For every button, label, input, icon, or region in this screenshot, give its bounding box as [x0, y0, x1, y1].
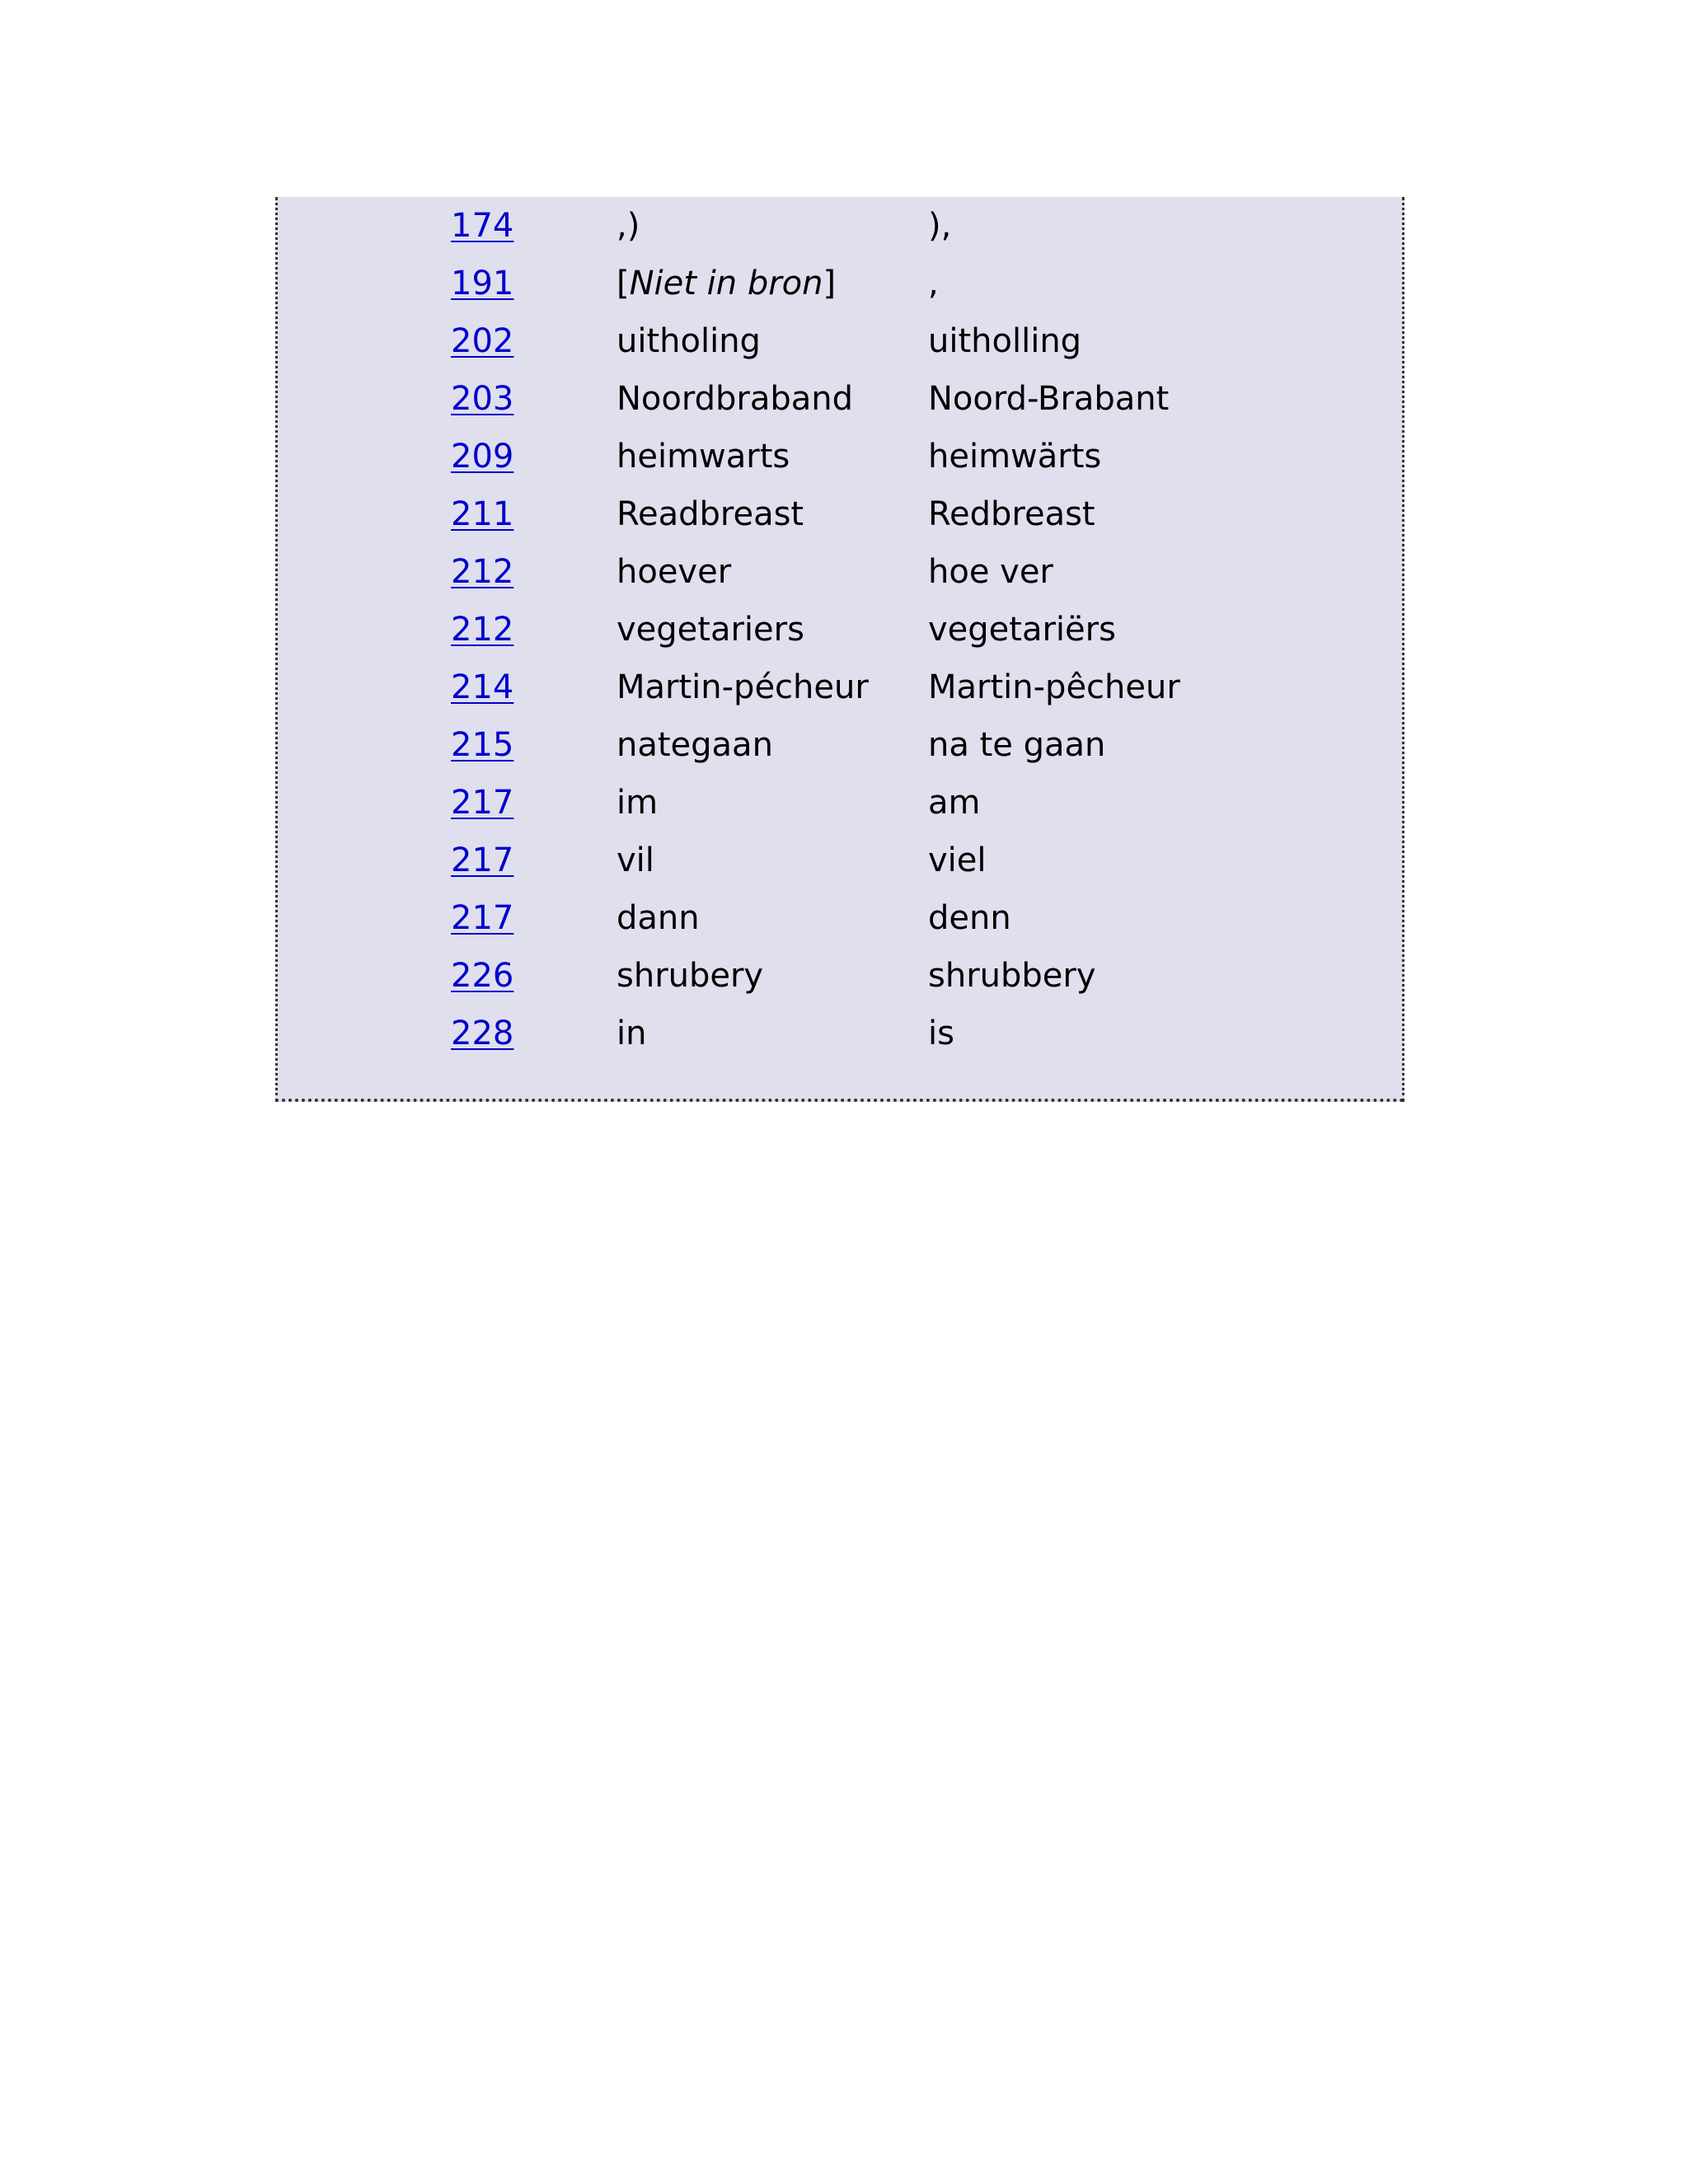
page-link-217[interactable]: 217: [451, 899, 514, 937]
page-link-202[interactable]: 202: [451, 322, 514, 360]
original-text: uitholing: [617, 322, 761, 360]
original-text: hoever: [617, 553, 732, 591]
table-row: [278, 255, 1399, 312]
page-link-228[interactable]: 228: [451, 1015, 514, 1052]
corrected-text: Redbreast: [928, 495, 1095, 533]
table-row: [278, 428, 1399, 485]
original-italic-text: Niet in bron: [629, 265, 823, 302]
original-text: ,): [617, 207, 640, 245]
corrected-text: Martin-pêcheur: [928, 668, 1180, 706]
table-row: [278, 197, 1399, 255]
table-row: [278, 832, 1399, 889]
corrected-text: am: [928, 784, 981, 822]
page-link-212[interactable]: 212: [451, 611, 514, 649]
bracket-open: [: [617, 265, 630, 302]
original-text: dann: [617, 899, 700, 937]
page-link-174[interactable]: 174: [451, 207, 514, 245]
table-row: [278, 1005, 1399, 1062]
original-text: [617, 255, 836, 312]
corrected-text: na te gaan: [928, 726, 1106, 764]
corrected-text: hoe ver: [928, 553, 1053, 591]
table-row: [278, 716, 1399, 774]
original-text: Readbreast: [617, 495, 804, 533]
original-text: heimwarts: [617, 438, 790, 476]
page-link-211[interactable]: 211: [451, 495, 514, 533]
bracket-close: ]: [823, 265, 837, 302]
table-row: [278, 370, 1399, 428]
table-row: [278, 543, 1399, 601]
original-text: nategaan: [617, 726, 773, 764]
page-link-209[interactable]: 209: [451, 438, 514, 476]
page-link-226[interactable]: 226: [451, 957, 514, 995]
table-row: [278, 947, 1399, 1005]
page-link-217[interactable]: 217: [451, 841, 514, 879]
corrected-text: uitholling: [928, 322, 1082, 360]
table-row: [278, 601, 1399, 658]
corrected-text: denn: [928, 899, 1011, 937]
corrected-text: ),: [928, 207, 952, 245]
corrected-text: Noord-Brabant: [928, 380, 1170, 418]
original-text: im: [617, 784, 659, 822]
corrected-text: is: [928, 1015, 954, 1052]
page-link-191[interactable]: 191: [451, 265, 514, 302]
corrected-text: heimwärts: [928, 438, 1102, 476]
table-row: [278, 889, 1399, 947]
page-link-217[interactable]: 217: [451, 784, 514, 822]
page-link-203[interactable]: 203: [451, 380, 514, 418]
page-link-214[interactable]: 214: [451, 668, 514, 706]
page-link-212[interactable]: 212: [451, 553, 514, 591]
page-link-215[interactable]: 215: [451, 726, 514, 764]
corrected-text: shrubbery: [928, 957, 1096, 995]
corrected-text: ,: [928, 265, 939, 302]
table-row: [278, 774, 1399, 832]
original-text: Martin-pécheur: [617, 668, 869, 706]
table-row: [278, 312, 1399, 370]
original-text: shrubery: [617, 957, 764, 995]
table-row: [278, 485, 1399, 543]
corrected-text: vegetariërs: [928, 611, 1116, 649]
original-text: vegetariers: [617, 611, 804, 649]
corrected-text: viel: [928, 841, 987, 879]
original-text: Noordbraband: [617, 380, 853, 418]
original-text: vil: [617, 841, 654, 879]
table-row: [278, 658, 1399, 716]
corrections-box: [275, 197, 1404, 1102]
original-text: in: [617, 1015, 647, 1052]
